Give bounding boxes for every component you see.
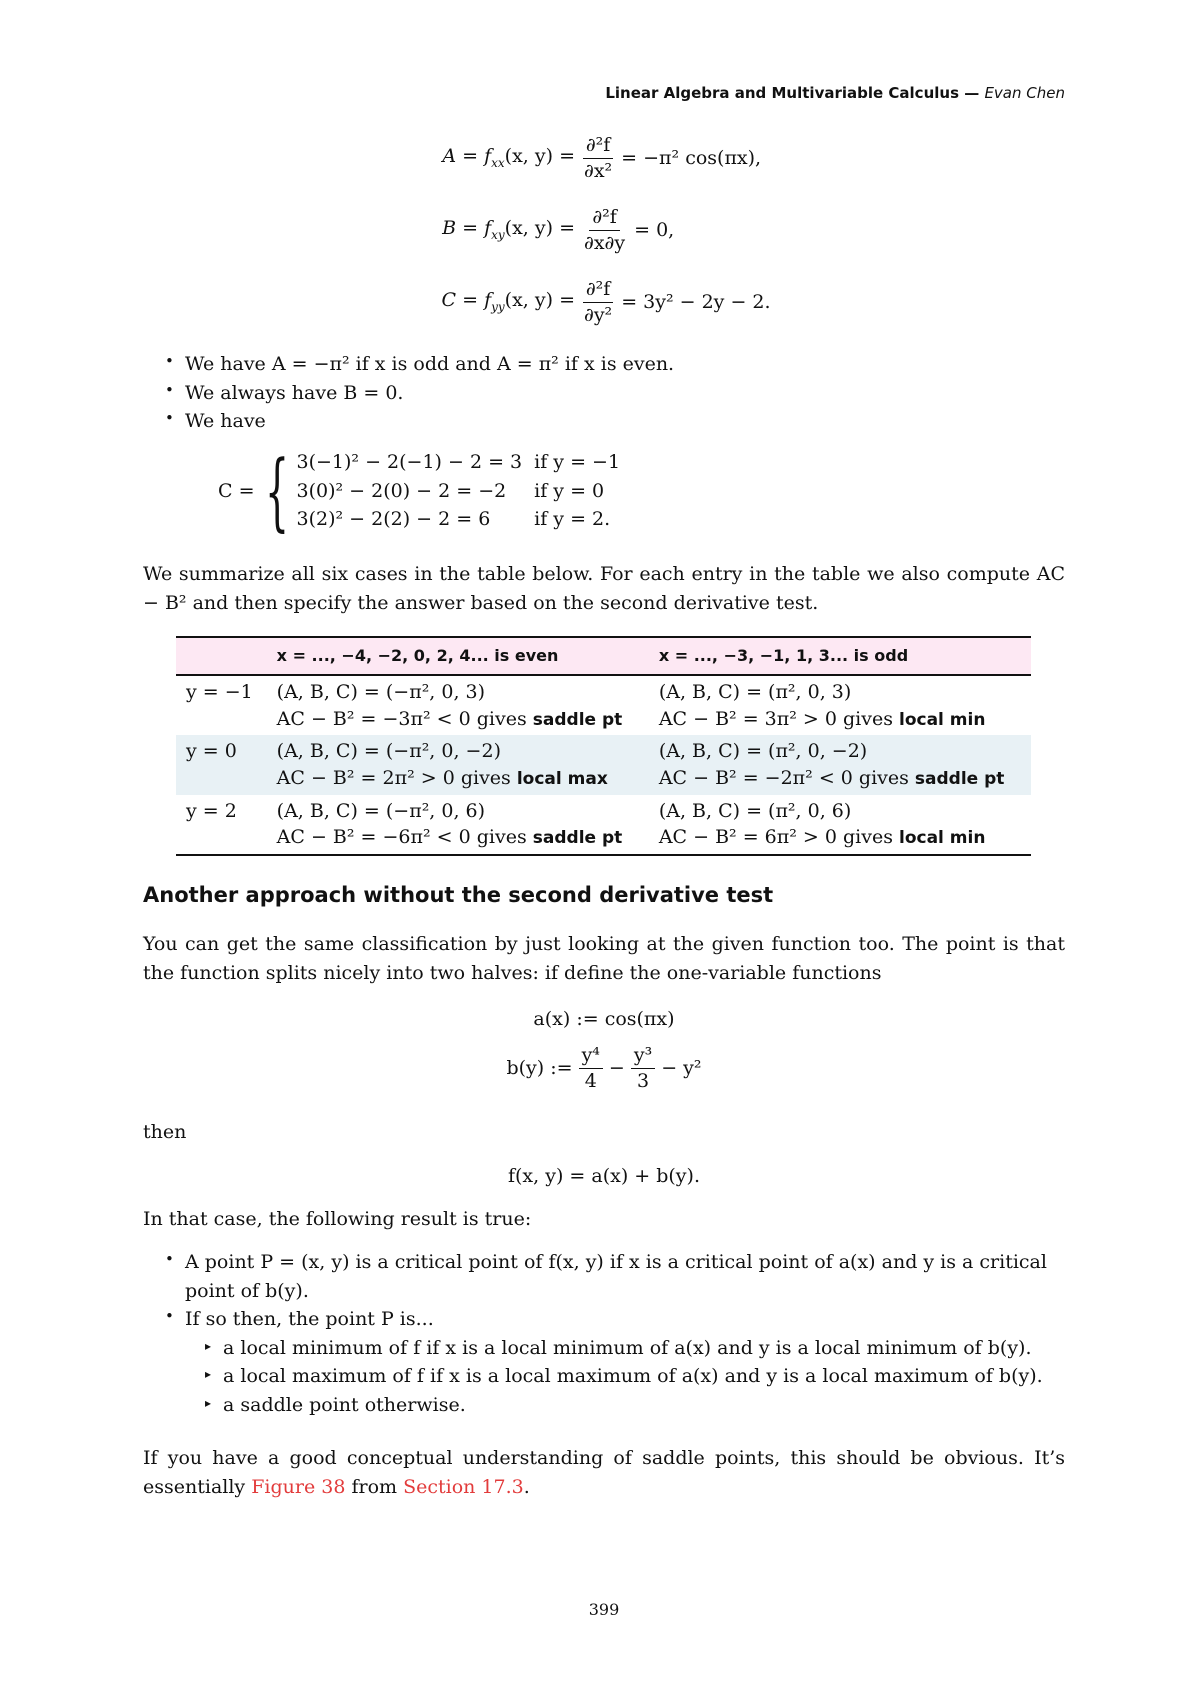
page-number: 399 (588, 1600, 620, 1619)
eq-lhs: A = f (442, 145, 492, 167)
table-row (176, 675, 1031, 735)
table-header: x = ..., −3, −1, 1, 3... is odd (649, 637, 1031, 675)
eq-arg: (x, y) = (504, 217, 575, 239)
def-b-lhs: b(y) := (506, 1057, 573, 1080)
section-heading: Another approach without the second derivative test (143, 883, 774, 907)
table-header (176, 637, 267, 675)
list-item: • If so then, the point P is... (143, 1305, 1065, 1334)
closing-end: . (523, 1475, 530, 1498)
eq-sub: yy (491, 299, 505, 314)
eq-arg: (x, y) = (504, 289, 575, 311)
cases-table (291, 448, 627, 534)
figure-link[interactable]: Figure 38 (251, 1475, 346, 1498)
header-author: Evan Chen (984, 84, 1065, 102)
approach-paragraph: You can get the same classification by just looking at the given function too. The point is that the function splits nicely into two halves: if define the one-variable functions (143, 933, 1065, 984)
list-item: ▸ a local maximum of f if x is a local maximum of a(x) and y is a local maximum of b(y). (143, 1362, 1065, 1391)
case-row: 3(−1)² − 2(−1) − 2 = 3 if y = −1 (296, 451, 621, 473)
table-cell: (A, B, C) = (−π², 0, 6) AC − B² = −6π² < 0 gives saddle pt (267, 795, 649, 855)
eq-fraction: $\frac{\text{∂²f}}{\text{∂x²}}$ (584, 133, 613, 182)
table-cell: (A, B, C) = (π², 0, −2) AC − B² = −2π² < 0 gives saddle pt (649, 735, 1031, 794)
then-text: then (143, 1121, 187, 1143)
list-item: ▸ a local minimum of f if x is a local minimum of a(x) and y is a local minimum of b(y). (143, 1334, 1065, 1363)
closing-mid: from (351, 1475, 398, 1498)
running-header (605, 82, 1065, 105)
results-table (176, 636, 1031, 856)
table-row (176, 735, 1031, 794)
list-item: • We have (143, 407, 1065, 436)
closing-paragraph (143, 1444, 1065, 1501)
eq-lhs: B = f (442, 217, 492, 239)
bullet-list-2 (143, 1248, 1065, 1334)
result-list (143, 1248, 1065, 1419)
table-cell: (A, B, C) = (π², 0, 3) AC − B² = 3π² > 0 gives local min (658, 681, 986, 730)
eq-arg: (x, y) = (504, 145, 575, 167)
header-sep: — (959, 84, 985, 102)
result-intro: In that case, the following result is true: (143, 1208, 532, 1230)
eq-fraction: $\frac{\text{∂²f}}{\partial x\partial y}$ (584, 205, 626, 254)
equation-c (143, 272, 1065, 332)
list-item: • We have A = −π² if x is odd and A = π² if x is even. (143, 350, 1065, 379)
fraction-y4: $\frac{\text{y⁴}}{4}$ (579, 1045, 603, 1092)
fraction-y3: $\frac{\text{y³}}{3}$ (631, 1045, 655, 1092)
def-b-tail: − y² (661, 1057, 702, 1080)
def-b-minus: − (608, 1057, 625, 1080)
table-cell: (A, B, C) = (π², 0, 6) AC − B² = 6π² > 0 gives local min (649, 795, 1031, 855)
equation-a (143, 128, 1065, 188)
sub-bullet-list (143, 1334, 1065, 1420)
table-cell: (A, B, C) = (−π², 0, 3) AC − B² = −3π² < 0 gives saddle pt (276, 681, 623, 730)
brace: { (264, 441, 289, 540)
f-equation: f(x, y) = a(x) + b(y). (507, 1165, 700, 1187)
list-item: • A point P = (x, y) is a critical point of f(x, y) if x is a critical point of a(x) and y is a critical point of b(y). (143, 1248, 1065, 1305)
summary-paragraph: We summarize all six cases in the table below. For each entry in the table we also compute AC − B² and then specify the answer based on the second derivative test. (143, 563, 1065, 614)
section-link[interactable]: Section 17.3 (403, 1475, 524, 1498)
case-row: 3(2)² − 2(2) − 2 = 6 if y = 2. (296, 508, 611, 530)
eq-rhs: = 3y² − 2y − 2. (621, 290, 771, 313)
list-item: ▸ a saddle point otherwise. (143, 1391, 1065, 1420)
table-header-row (176, 637, 1031, 675)
header-title: Linear Algebra and Multivariable Calculus (605, 84, 959, 102)
row-label: y = 2 (176, 795, 267, 855)
case-row: 3(0)² − 2(0) − 2 = −2 if y = 0 (296, 479, 605, 502)
eq-sub: xy (491, 227, 505, 242)
page (143, 0, 1065, 1696)
equation-b (143, 200, 1065, 260)
list-item: • We always have B = 0. (143, 379, 1065, 408)
cases-equation (218, 441, 626, 540)
definition-b (143, 1045, 1065, 1092)
row-label: y = 0 (176, 735, 267, 794)
eq-fraction: $\frac{\text{∂²f}}{\text{∂y²}}$ (584, 277, 613, 326)
table-row (176, 795, 1031, 855)
bullet-list-1 (143, 350, 1065, 436)
row-label: y = −1 (186, 681, 253, 703)
table-header: x = ..., −4, −2, 0, 2, 4... is even (267, 637, 649, 675)
definition-a: a(x) := cos(πx) (533, 1008, 675, 1030)
eq-sub: xx (491, 155, 505, 170)
eq-rhs: = −π² cos(πx), (621, 146, 762, 169)
eq-rhs: = 0, (634, 218, 675, 241)
eq-lhs: C = f (441, 289, 492, 311)
cases-lhs: C = (218, 479, 255, 502)
table-cell: (A, B, C) = (−π², 0, −2) AC − B² = 2π² > 0 gives local max (267, 735, 649, 794)
closing-text: If you have a good conceptual understanding of saddle points, this should be obvious. It’s essentially (143, 1447, 1065, 1498)
